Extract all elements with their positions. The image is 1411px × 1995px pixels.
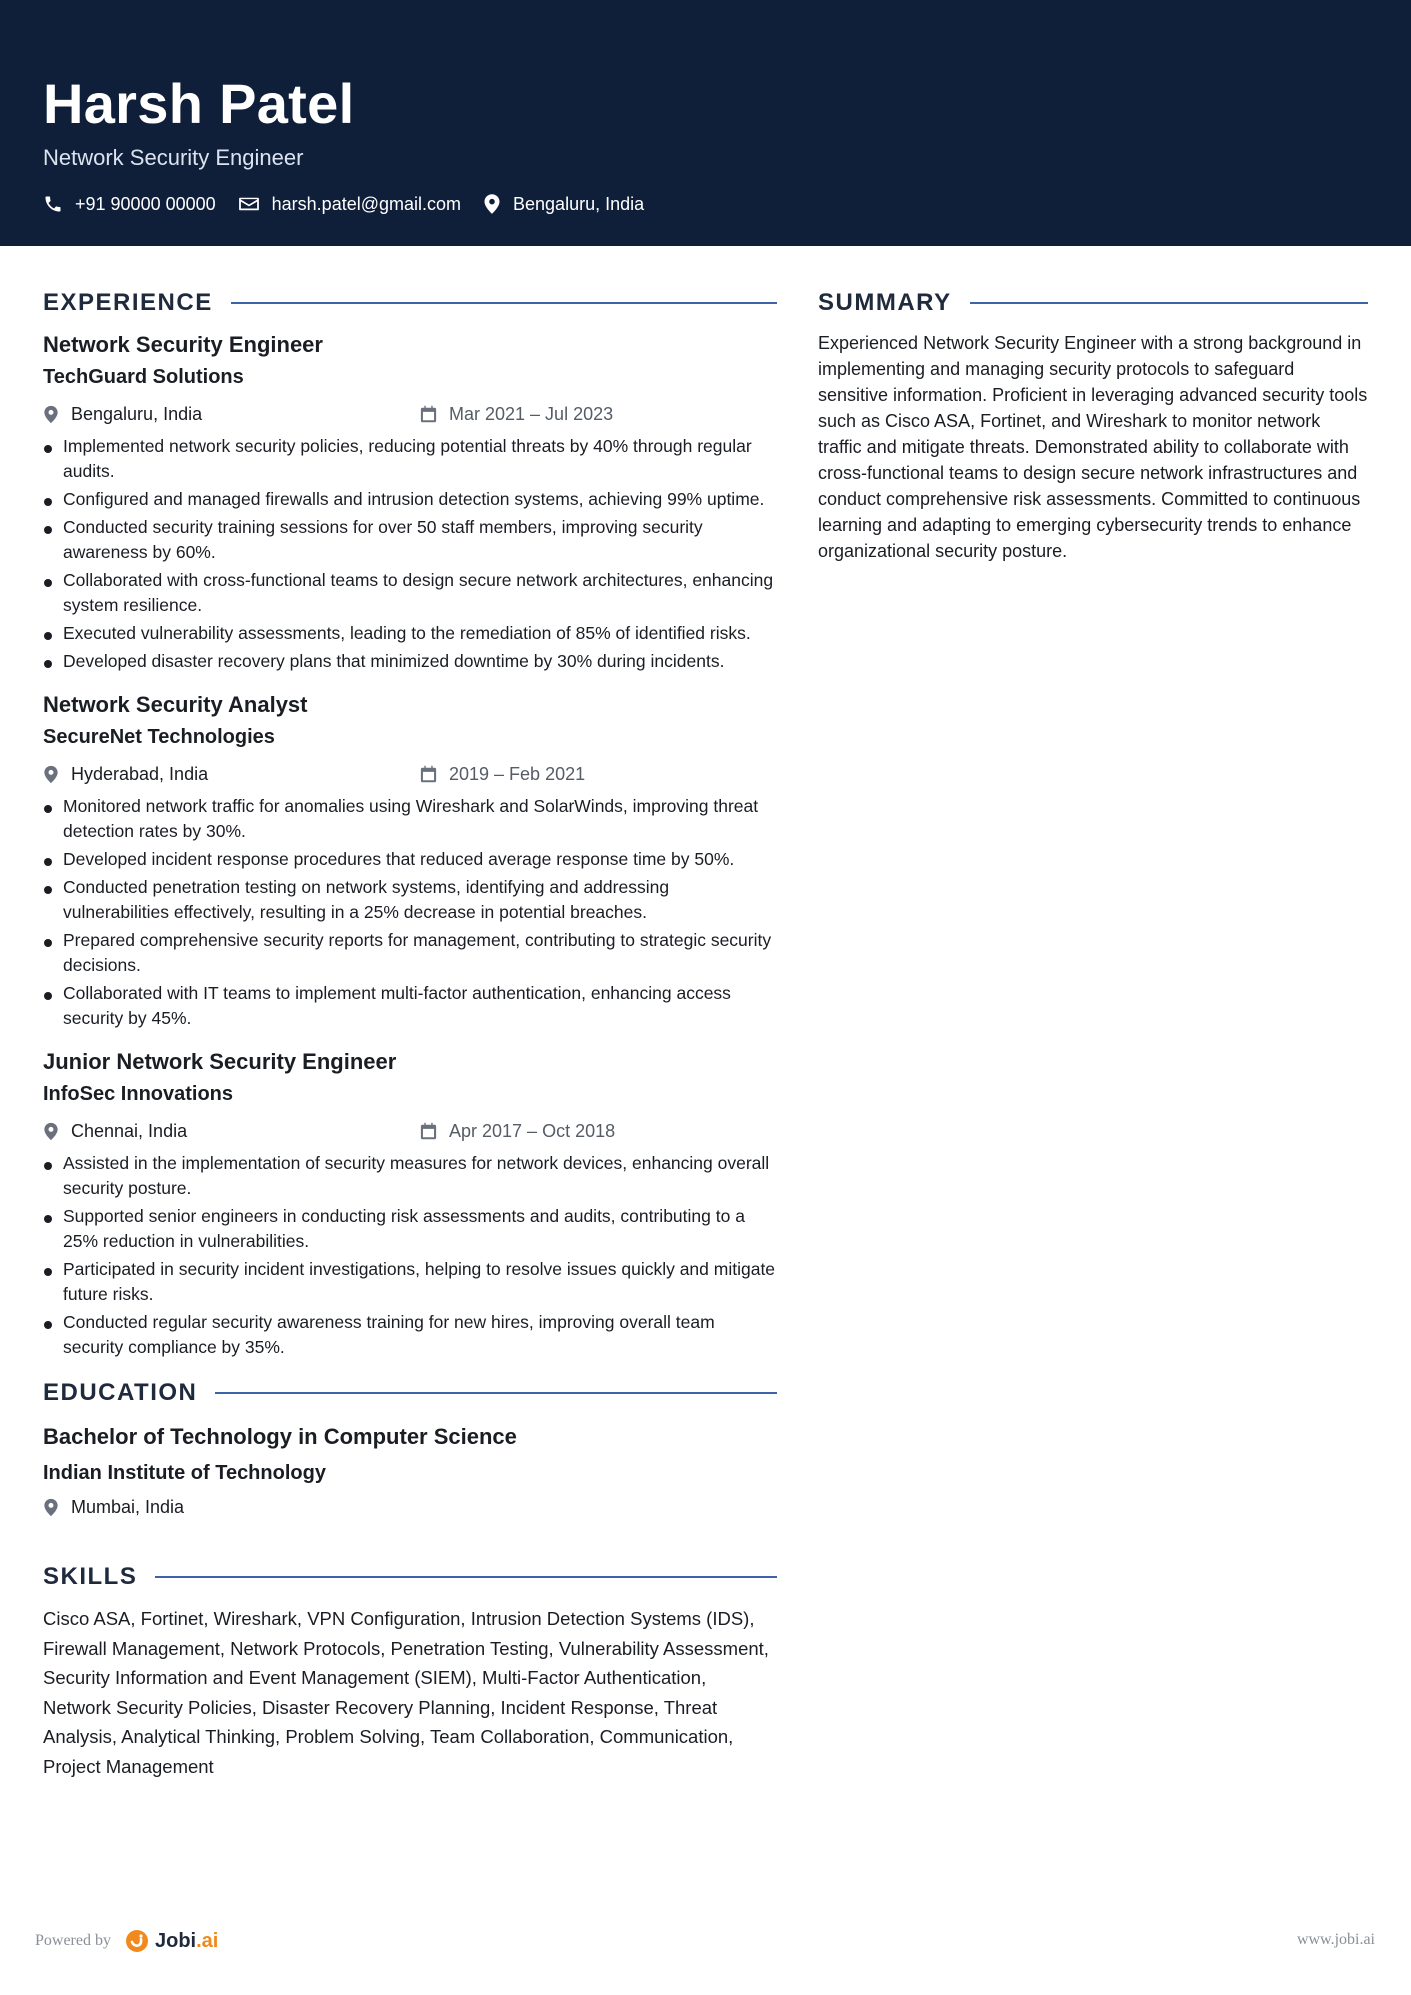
job-bullet: Assisted in the implementation of security measures for network devices, enhancing overall security posture. [43,1151,777,1201]
job-title: Network Security Analyst [43,692,308,717]
job-meta [43,1115,777,1147]
job-dates [420,398,613,430]
phone-icon [43,194,63,214]
brand-suffix: .ai [196,1929,219,1952]
job-meta [43,398,777,430]
skills-heading [43,1560,777,1594]
section-divider [155,1576,777,1578]
experience-heading [43,286,777,320]
location-pin-icon [43,765,59,784]
summary-title: SUMMARY [818,289,952,316]
calendar-icon [420,1122,437,1140]
contact-phone [43,190,216,218]
jobi-brand[interactable] [125,1929,218,1953]
job-bullet: Supported senior engineers in conducting risk assessments and audits, contributing to a 25% reduction in vulnerabilities. [43,1204,777,1254]
experience-entry [43,690,777,1031]
experience-title: EXPERIENCE [43,289,213,316]
left-column [43,286,777,1781]
job-bullet: Executed vulnerability assessments, leading to the remediation of 85% of identified risks. [43,621,777,646]
phone-text: +91 90000 00000 [75,194,216,214]
contact-row [43,190,666,218]
education-school: Indian Institute of Technology [43,1462,326,1484]
job-bullet: Collaborated with IT teams to implement multi-factor authentication, enhancing access security by 45%. [43,981,777,1031]
summary-text: Experienced Network Security Engineer with a strong background in implementing and managing security protocols to safeguard sensitive information. Proficient in leveraging advanced security tools such as Cisco ASA, Fortinet, and Wireshark to monitor network traffic and mitigate threats. Demonstrated ability to collaborate with cross-functional teams to design secure network infrastructures and conduct comprehensive risk assessments. Committed to continuous learning and adapting to emerging cybersecurity trends to enhance organizational security posture. [818,333,1368,561]
job-bullet: Conducted penetration testing on network systems, identifying and addressing vulnerabilities effectively, resulting in a 25% decrease in potential breaches. [43,875,777,925]
education-degree: Bachelor of Technology in Computer Science [43,1424,517,1449]
summary-heading [818,286,1368,320]
job-bullet: Developed incident response procedures that reduced average response time by 50%. [43,847,777,872]
job-title: Network Security Engineer [43,332,323,357]
experience-entry [43,1047,777,1360]
location-text: Bengaluru, India [513,194,645,214]
skills-title: SKILLS [43,1563,138,1590]
education-heading [43,1376,777,1410]
job-location [43,398,202,430]
job-location [43,758,208,790]
skills-list: Cisco ASA, Fortinet, Wireshark, VPN Configuration, Intrusion Detection Systems (IDS), Firewall Management, Network Protocols, Penetration Testing, Vulnerability Assessment, Security Information and Event Management (SIEM), Multi-Factor Authentication, Network Security Policies, Disaster Recovery Planning, Incident Response, Threat Analysis, Analytical Thinking, Problem Solving, Team Collaboration, Communication, Project Management [43,1608,769,1777]
contact-email[interactable] [238,190,461,218]
job-bullet: Conducted security training sessions for over 50 staff members, improving security awareness by 60%. [43,515,777,565]
education-title: EDUCATION [43,1379,198,1406]
right-column [818,286,1368,564]
header-banner [0,0,1411,246]
job-bullet: Prepared comprehensive security reports for management, contributing to strategic security decisions. [43,928,777,978]
job-bullet: Collaborated with cross-functional teams to design secure network architectures, enhancing system resilience. [43,568,777,618]
mail-icon [238,195,260,213]
job-meta [43,758,777,790]
education-location-text: Mumbai, India [71,1497,185,1517]
job-location-text: Bengaluru, India [71,404,203,424]
location-pin-icon [43,405,59,424]
job-bullets [43,434,777,674]
job-bullet: Conducted regular security awareness training for new hires, improving overall team security compliance by 35%. [43,1310,777,1360]
footer-powered-by[interactable] [35,1929,218,1953]
footer-website[interactable]: www.jobi.ai [1296,1931,1375,1948]
jobi-logo-icon [125,1929,149,1953]
email-text[interactable]: harsh.patel@gmail.com [271,194,462,214]
section-divider [231,302,777,304]
location-pin-icon [43,1498,59,1517]
job-bullet: Implemented network security policies, reducing potential threats by 40% through regular audits. [43,434,777,484]
job-dates-text: 2019 – Feb 2021 [449,764,586,784]
job-title: Junior Network Security Engineer [43,1049,397,1074]
candidate-name: Harsh Patel [43,72,355,135]
calendar-icon [420,405,437,423]
job-location [43,1115,187,1147]
job-bullet: Monitored network traffic for anomalies using Wireshark and SolarWinds, improving threat detection rates by 30%. [43,794,777,844]
location-pin-icon [483,193,501,215]
section-divider [970,302,1368,304]
job-bullets [43,1151,777,1360]
education-location [43,1492,777,1522]
contact-location [483,190,644,218]
location-pin-icon [43,1122,59,1141]
job-bullet: Developed disaster recovery plans that minimized downtime by 30% during incidents. [43,649,777,674]
job-location-text: Hyderabad, India [71,764,209,784]
job-dates-text: Apr 2017 – Oct 2018 [449,1121,616,1141]
brand-main: Jobi [154,1929,197,1952]
calendar-icon [420,765,437,783]
company-name: SecureNet Technologies [43,726,275,748]
job-dates-text: Mar 2021 – Jul 2023 [449,404,614,424]
experience-list [43,330,777,1360]
job-bullets [43,794,777,1031]
company-name: InfoSec Innovations [43,1083,234,1105]
section-divider [215,1392,777,1394]
job-dates [420,1115,615,1147]
powered-by-label: Powered by [35,1932,111,1949]
candidate-role: Network Security Engineer [43,145,304,170]
education-entry [43,1420,777,1522]
job-dates [420,758,585,790]
job-bullet: Participated in security incident investigations, helping to resolve issues quickly and mitigate future risks. [43,1257,777,1307]
job-bullet: Configured and managed firewalls and intrusion detection systems, achieving 99% uptime. [43,487,777,512]
job-location-text: Chennai, India [71,1121,188,1141]
company-name: TechGuard Solutions [43,366,244,388]
experience-entry [43,330,777,674]
